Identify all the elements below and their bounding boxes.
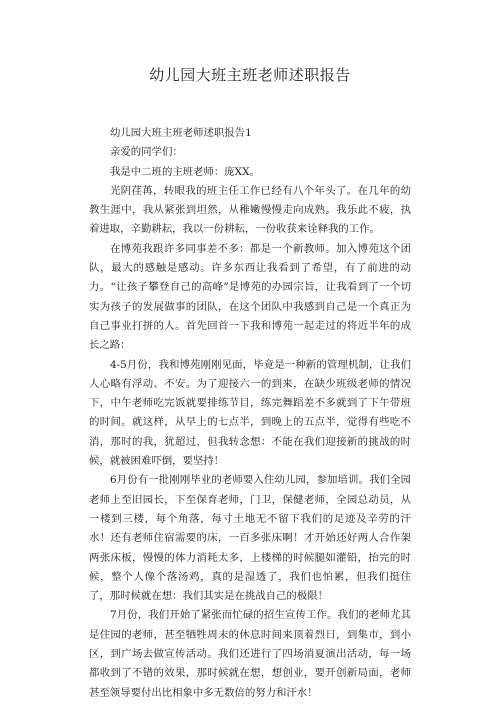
paragraph: 我是中二班的主班老师：庞XX。 xyxy=(110,165,260,178)
paragraph: 在博苑我跟许多同事差不多：都是一个新教师。加入博苑这个团队，最大的感触是感动。许多东西让我看到了希望，有了前进的动力。“让孩子攀登自己的高峰”是博苑的办园宗旨，让我看到了一个切实为孩子的发展做事的团队，在这个团队中我感到自己是一个真正为自己事业打拼的人。首先回首一下我和博苑一起走过的将近半年的成长之路： xyxy=(89,242,411,352)
salutation: 亲爱的同学们： xyxy=(110,146,183,159)
document-body xyxy=(89,124,411,703)
paragraph: 光阴荏苒，转眼我的班主任工作已经有八个年头了。在几年的幼教生涯中，我从紧张到坦然，从稚嫩慢慢走向成熟。我乐此不疲，执着进取，辛勤耕耘，我以一份耕耘，一份收获来诠释我的工作。 xyxy=(89,184,411,236)
document-title: 幼儿园大班主班老师述职报告 xyxy=(149,66,351,84)
paragraph: 4-5月份，我和博苑刚刚见面，毕竟是一种新的管理机制，让我们人心略有浮动、不安。为了迎接六一的到来，在缺少班级老师的情况下，中午老师吃完饭就要排练节目，练完舞蹈差不多就到了下午带班的时间。就这样，从早上的七点半，到晚上的五点半，觉得有些吃不消，那时的我，犹超过，但我转念想：不能在我们迎接新的挑战的时候，就被困难吓倒，要坚持！ xyxy=(89,358,411,468)
paragraph: 6月份有一批刚刚毕业的老师要入住幼儿园，参加培训。我们全园老师上至旧园长，下至保育老师，门卫，保健老师，全园总动员，从一楼到三楼，每个角落，每寸土地无不留下我们的足迹及辛劳的汗水！还有老师住宿需要的床，一百多张床啊！才开始还好两人合作架两张床板，慢慢的体力消耗太多，上楼梯的时候腿如灌铅，抬完的时候，整个人像个落汤鸡，真的是湿透了，我们也怕累，但我们挺住了，那时候就在想：我们其实是在挑战自己的极限！ xyxy=(89,474,411,603)
section-heading: 幼儿园大班主班老师述职报告1 xyxy=(110,127,252,139)
paragraph: 7月份，我们开始了紧张而忙碌的招生宣传工作。我们的老师尤其是住园的老师，甚至牺牲周末的休息时间来顶着烈日，到集市，到小区，到广场去做宣传活动。我们还进行了四场消夏演出活动，每一场都收到了不错的效果，那时候就在想，想创业，要开创新局面，老师甚至领导要付出比相象中多无数倍的努力和汗水！ xyxy=(89,609,411,699)
